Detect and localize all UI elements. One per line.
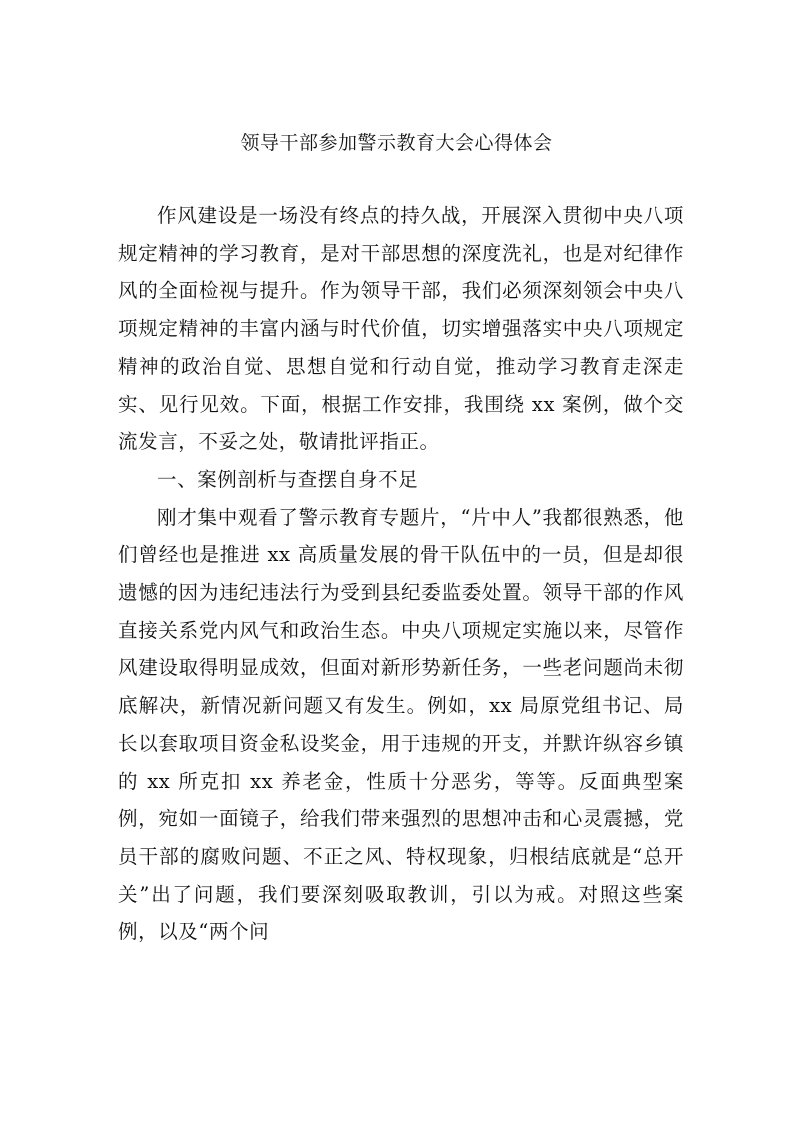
intro-paragraph: 作风建设是一场没有终点的持久战，开展深入贯彻中央八项规定精神的学习教育，是对干部思想的深度洗礼，也是对纪律作风的全面检视与提升。作为领导干部，我们必须深刻领会中央八项规定精神的丰富内涵与时代价值，切实增强落实中央八项规定精神的政治自觉、思想自觉和行动自觉，推动学习教育走深走实、见行见效。下面，根据工作安排，我围绕 xx 案例，做个交流发言，不妥之处，敬请批评指正。 xyxy=(118,204,684,454)
section-heading: 一、案例剖析与查摆自身不足 xyxy=(157,467,419,491)
document-body xyxy=(118,197,684,951)
document-title: 领导干部参加警示教育大会心得体会 xyxy=(240,132,553,154)
case-analysis-paragraph: 刚才集中观看了警示教育专题片，“片中人”我都很熟悉，他们曾经也是推进 xx 高质量发展的骨干队伍中的一员，但是却很遗憾的因为违纪违法行为受到县纪委监委处置。领导干部的作风直接关系党内风气和政治生态。中央八项规定实施以来，尽管作风建设取得明显成效，但面对新形势新任务，一些老问题尚未彻底解决，新情况新问题又有发生。例如，xx 局原党组书记、局长以套取项目资金私设奖金，用于违规的开支，并默许纵容乡镇的 xx 所克扣 xx 养老金，性质十分恶劣，等等。反面典型案例，宛如一面镜子，给我们带来强烈的思想冲击和心灵震撼，党员干部的腐败问题、不正之风、特权现象，归根结底就是“总开关”出了问题，我们要深刻吸取教训，引以为戒。对照这些案例，以及“两个问 xyxy=(118,505,684,944)
